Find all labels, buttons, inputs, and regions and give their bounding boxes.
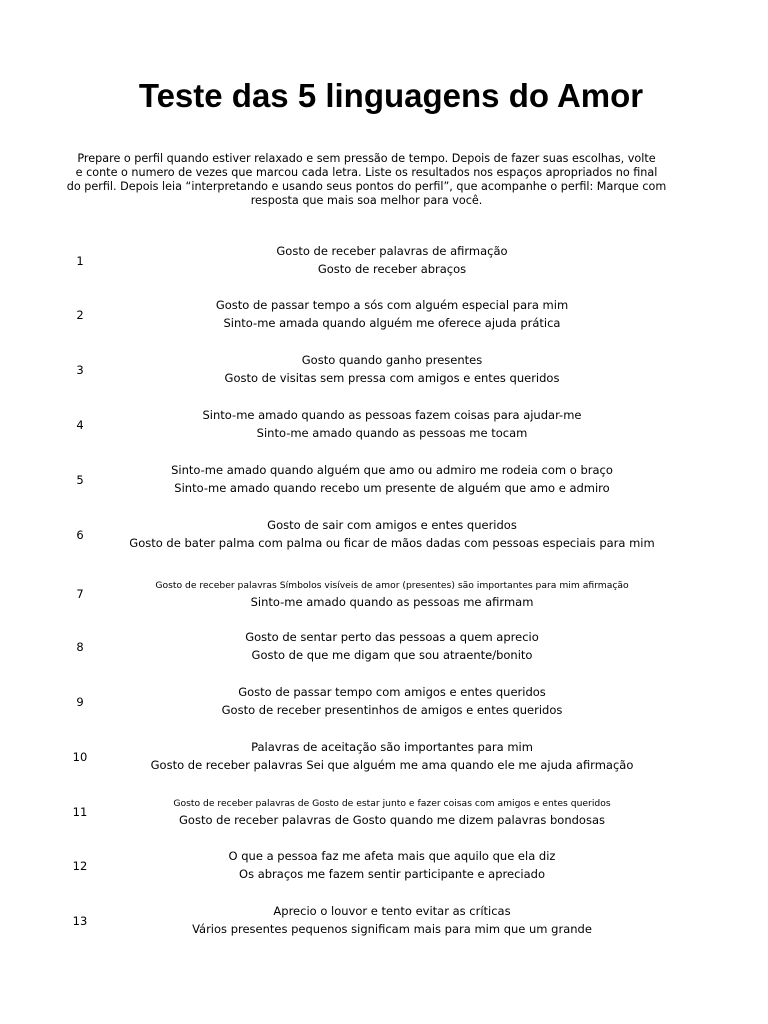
instructions-line: do perfil. Depois leia “interpretando e usando seus pontos do perfil”, que acompanhe o perfil: Marque com — [66, 180, 667, 193]
question-row — [0, 462, 768, 502]
option-b: Sinto-me amado quando recebo um presente de alguém que amo e admiro — [174, 481, 610, 495]
question-row — [0, 739, 768, 779]
question-row — [0, 684, 768, 724]
question-row — [0, 576, 768, 616]
option-a: Gosto de sair com amigos e entes queridos — [267, 518, 517, 532]
question-row — [0, 352, 768, 392]
question-row — [0, 517, 768, 557]
question-number: 1 — [76, 254, 84, 268]
question-number: 11 — [72, 805, 88, 819]
question-number: 9 — [76, 695, 84, 709]
option-a: Gosto de receber palavras Símbolos visíveis de amor (presentes) são importantes para mim afirmação — [155, 580, 629, 591]
question-row — [0, 903, 768, 943]
instructions-line: e conte o numero de vezes que marcou cada letra. Liste os resultados nos espaços apropriados no final — [75, 166, 658, 179]
question-row — [0, 629, 768, 669]
question-row — [0, 243, 768, 283]
option-a: Palavras de aceitação são importantes para mim — [251, 740, 533, 754]
question-number: 3 — [76, 363, 84, 377]
option-b: Sinto-me amado quando as pessoas me tocam — [256, 426, 528, 440]
question-number: 2 — [76, 308, 84, 322]
option-b: Gosto de bater palma com palma ou ficar de mãos dadas com pessoas especiais para mim — [129, 536, 655, 550]
question-row — [0, 848, 768, 888]
question-number: 8 — [76, 640, 84, 654]
option-b: Gosto de receber palavras de Gosto quando me dizem palavras bondosas — [179, 813, 605, 827]
question-number: 12 — [72, 859, 88, 873]
option-a: Sinto-me amado quando alguém que amo ou admiro me rodeia com o braço — [171, 463, 613, 477]
instructions-line: resposta que mais soa melhor para você. — [250, 194, 483, 207]
question-row — [0, 407, 768, 447]
option-a: Gosto de passar tempo com amigos e entes queridos — [238, 685, 546, 699]
option-b: Gosto de visitas sem pressa com amigos e entes queridos — [224, 371, 560, 385]
option-b: Os abraços me fazem sentir participante e apreciado — [239, 867, 545, 881]
instructions — [60, 152, 673, 208]
option-a: Gosto de receber palavras de afirmação — [276, 244, 508, 258]
option-a: Sinto-me amado quando as pessoas fazem coisas para ajudar-me — [202, 408, 582, 422]
page-title: Teste das 5 linguagens do Amor — [138, 77, 644, 114]
option-b: Gosto de receber abraços — [317, 262, 467, 276]
instructions-box — [60, 152, 673, 212]
question-number: 4 — [76, 418, 84, 432]
question-number: 7 — [76, 587, 84, 601]
instructions-line: Prepare o perfil quando estiver relaxado e sem pressão de tempo. Depois de fazer suas escolhas, volte — [77, 152, 656, 165]
option-b: Sinto-me amada quando alguém me oferece ajuda prática — [223, 316, 561, 330]
option-b: Gosto de receber presentinhos de amigos e entes queridos — [221, 703, 563, 717]
option-a: Gosto de sentar perto das pessoas a quem aprecio — [245, 630, 539, 644]
question-number: 6 — [76, 528, 84, 542]
option-b: Gosto de receber palavras Sei que alguém me ama quando ele me ajuda afirmação — [150, 758, 634, 772]
option-a: O que a pessoa faz me afeta mais que aquilo que ela diz — [228, 849, 556, 863]
question-number: 13 — [72, 914, 88, 928]
option-a: Gosto quando ganho presentes — [301, 353, 483, 367]
option-a: Gosto de receber palavras de Gosto de estar junto e fazer coisas com amigos e entes queridos — [173, 798, 611, 809]
question-row — [0, 794, 768, 834]
question-number: 10 — [72, 750, 88, 764]
option-a: Gosto de passar tempo a sós com alguém especial para mim — [215, 298, 569, 312]
question-row — [0, 297, 768, 337]
question-number: 5 — [76, 473, 84, 487]
option-b: Gosto de que me digam que sou atraente/bonito — [251, 648, 533, 662]
option-b: Vários presentes pequenos significam mais para mim que um grande — [192, 922, 592, 936]
option-a: Aprecio o louvor e tento evitar as críticas — [273, 904, 511, 918]
option-b: Sinto-me amado quando as pessoas me afirmam — [250, 595, 534, 609]
